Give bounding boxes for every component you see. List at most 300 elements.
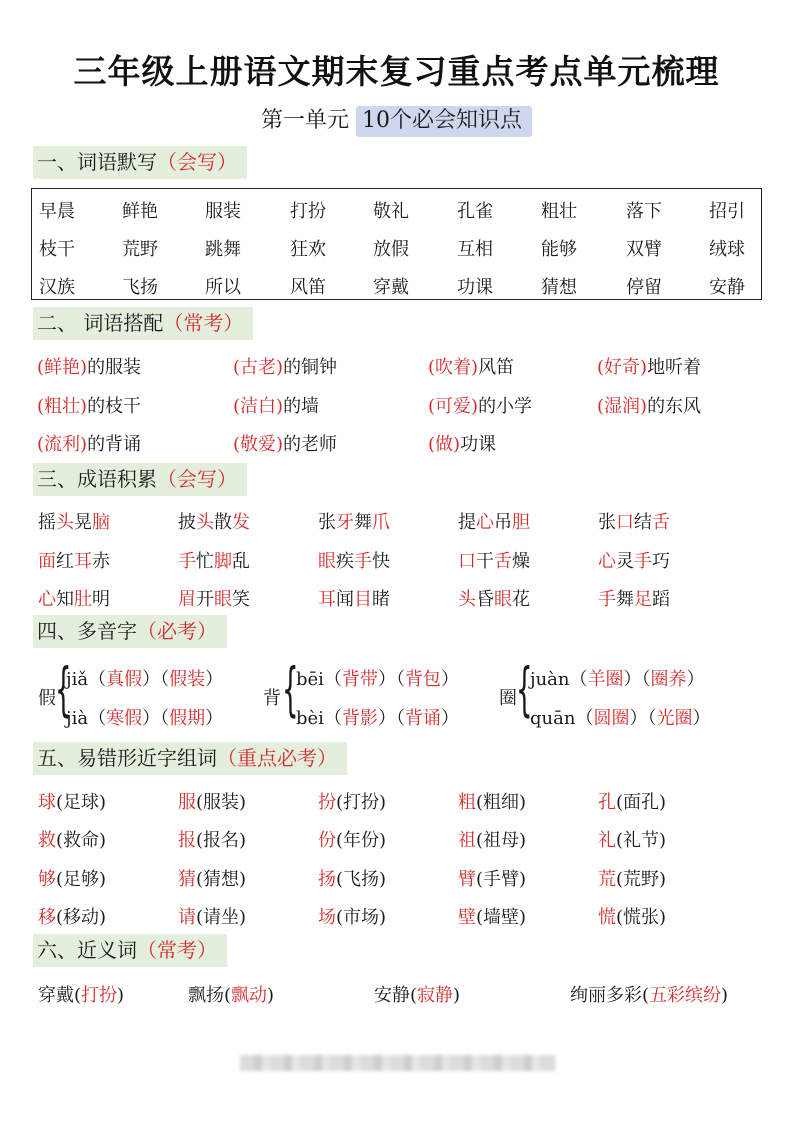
- idiom-char: 脚: [214, 551, 232, 572]
- collocation-item: [233, 353, 337, 379]
- target-char: 移: [38, 907, 56, 928]
- idiom-char: 发: [232, 512, 250, 533]
- example-word: 圆圈: [593, 708, 630, 729]
- similar-char-item: [598, 788, 666, 814]
- collocation-rest: 功课: [460, 434, 497, 455]
- idiom: [38, 508, 110, 534]
- idiom-char: 心: [476, 512, 494, 533]
- collocation-item: [37, 392, 141, 418]
- pinyin: juàn: [530, 669, 570, 690]
- section-header-5: 五、易错形近字组词（重点必考）: [33, 742, 347, 775]
- similar-char-item: [178, 826, 246, 852]
- example-word: (墙壁): [476, 907, 527, 928]
- collocation-rest: 的背诵: [87, 434, 142, 455]
- idiom-char: 爪: [372, 512, 390, 533]
- similar-char-item: [318, 788, 386, 814]
- idiom-char: 口: [616, 512, 634, 533]
- idiom-char: 胆: [512, 512, 530, 533]
- collocation-word: 洁白: [240, 396, 277, 417]
- collocation-rest: 的老师: [283, 434, 338, 455]
- polyphone-reading: [296, 704, 459, 730]
- idiom-char: 手: [354, 551, 372, 572]
- paren-close: ）: [440, 669, 459, 690]
- idiom-char: 舞: [354, 512, 372, 533]
- paren-open: （: [395, 708, 405, 729]
- paren-close: ）: [142, 669, 161, 690]
- paren-close: ）: [377, 708, 396, 729]
- example-word: 羊圈: [587, 669, 624, 690]
- pinyin: jiǎ: [66, 669, 89, 690]
- synonym-item: [374, 981, 460, 1007]
- paren-open: （: [160, 708, 170, 729]
- example-word: (救命): [56, 830, 107, 851]
- idiom-char: 披: [178, 512, 196, 533]
- paren-close: ）: [142, 708, 161, 729]
- paren-close: ）: [686, 669, 705, 690]
- target-char: 粗: [458, 792, 476, 813]
- open-paren: (: [642, 985, 650, 1006]
- subtitle: [0, 103, 793, 134]
- open-paren: (: [410, 985, 418, 1006]
- section-header-1: 一、词语默写（会写）: [33, 146, 247, 179]
- example-word: (服装): [196, 792, 247, 813]
- similar-char-item: [458, 826, 526, 852]
- collocation-item: [597, 392, 701, 418]
- collocation-rest: 风笛: [478, 357, 515, 378]
- target-char: 礼: [598, 830, 616, 851]
- idiom-char: 面: [38, 551, 56, 572]
- paren-open: （: [647, 708, 657, 729]
- collocation-item: [37, 430, 141, 456]
- idiom: [178, 508, 250, 534]
- paren-open: （: [88, 669, 107, 690]
- target-char: 扮: [318, 792, 336, 813]
- example-word: (足球): [56, 792, 107, 813]
- close-paren: ): [80, 357, 88, 378]
- similar-char-item: [598, 865, 666, 891]
- open-paren: (: [37, 357, 45, 378]
- word-cell: 飞扬: [122, 277, 158, 298]
- collocation-item: [428, 392, 532, 418]
- idiom-char: 耳: [318, 589, 336, 610]
- collocation-word: 吹着: [435, 357, 472, 378]
- word-cell: 荒野: [122, 239, 158, 260]
- paren-open: （: [641, 669, 651, 690]
- idiom-char: 心: [38, 589, 56, 610]
- target-char: 球: [38, 792, 56, 813]
- open-paren: (: [428, 396, 436, 417]
- unit-label: 第一单元: [260, 108, 349, 133]
- close-paren: ): [453, 434, 461, 455]
- polyphone-char: 假: [38, 688, 56, 709]
- open-paren: (: [428, 434, 436, 455]
- idiom-char: 花: [512, 589, 530, 610]
- example-word: (猜想): [196, 869, 247, 890]
- idiom-char: 眉: [178, 589, 196, 610]
- word: 安静: [374, 985, 410, 1006]
- target-char: 臂: [458, 869, 476, 890]
- word-cell: 跳舞: [205, 239, 241, 260]
- idiom: [598, 508, 670, 534]
- example-word: 真假: [106, 669, 143, 690]
- target-char: 场: [318, 907, 336, 928]
- example-word: (祖母): [476, 830, 527, 851]
- example-word: (打扮): [336, 792, 387, 813]
- synonym: 打扮: [81, 985, 118, 1006]
- collocation-item: [597, 353, 701, 379]
- paren-close: ）: [629, 708, 648, 729]
- paren-close: ）: [440, 708, 459, 729]
- brace-icon: {: [55, 655, 72, 723]
- brace-icon: {: [516, 655, 533, 723]
- idiom-char: 摇: [38, 512, 56, 533]
- close-paren: ): [471, 396, 479, 417]
- idiom-char: 口: [458, 551, 476, 572]
- word: 飘扬: [188, 985, 224, 1006]
- close-paren: ): [80, 396, 88, 417]
- synonym-item: [38, 981, 124, 1007]
- idiom-char: 明: [92, 589, 110, 610]
- idiom: [38, 585, 110, 611]
- collocation-item: [428, 353, 514, 379]
- synonym: 飘动: [231, 985, 268, 1006]
- example-word: (飞扬): [336, 869, 387, 890]
- idiom-char: 闻: [336, 589, 354, 610]
- close-paren: ): [640, 357, 648, 378]
- word-cell: 互相: [457, 239, 493, 260]
- example-word: 光圈: [656, 708, 693, 729]
- collocation-rest: 的小学: [478, 396, 533, 417]
- open-paren: (: [233, 357, 241, 378]
- idiom-char: 张: [318, 512, 336, 533]
- word-cell: 招引: [709, 201, 745, 222]
- word-cell: 双臂: [626, 239, 662, 260]
- pinyin: jià: [66, 708, 89, 729]
- similar-char-item: [178, 788, 246, 814]
- idiom-char: 眼: [214, 589, 232, 610]
- word: 绚丽多彩: [570, 985, 642, 1006]
- polyphone-char: 圈: [499, 688, 517, 709]
- page-title: 三年级上册语文期末复习重点考点单元梳理: [73, 52, 720, 91]
- idiom-char: 吊: [494, 512, 512, 533]
- similar-char-item: [458, 903, 526, 929]
- example-word: (慌张): [616, 907, 667, 928]
- section-header-6: 六、近义词（常考）: [33, 934, 227, 967]
- idiom-char: 巧: [652, 551, 670, 572]
- example-word: (礼节): [616, 830, 667, 851]
- idiom: [458, 585, 530, 611]
- target-char: 祖: [458, 830, 476, 851]
- word-cell: 狂欢: [290, 239, 326, 260]
- word-cell: 所以: [205, 277, 241, 298]
- polyphone-reading: [530, 704, 710, 730]
- example-word: 假期: [169, 708, 206, 729]
- section-header-2: 二、 词语搭配（常考）: [33, 307, 253, 340]
- similar-char-item: [598, 903, 666, 929]
- example-word: (请坐): [196, 907, 247, 928]
- idiom-char: 头: [56, 512, 74, 533]
- close-paren: ): [471, 357, 479, 378]
- open-paren: (: [597, 396, 605, 417]
- example-word: (荒野): [616, 869, 667, 890]
- polyphone-reading: [66, 665, 223, 691]
- similar-char-item: [38, 826, 106, 852]
- open-paren: (: [597, 357, 605, 378]
- idiom-char: 提: [458, 512, 476, 533]
- collocation-word: 粗壮: [44, 396, 81, 417]
- close-paren: ): [267, 985, 275, 1006]
- word-cell: 停留: [626, 277, 662, 298]
- example-word: 假装: [169, 669, 206, 690]
- idiom-char: 燥: [512, 551, 530, 572]
- idiom: [598, 585, 670, 611]
- idiom-char: 赤: [92, 551, 110, 572]
- idiom: [458, 547, 530, 573]
- idiom-char: 忙: [196, 551, 214, 572]
- idiom-char: 睹: [372, 589, 390, 610]
- idiom-char: 头: [196, 512, 214, 533]
- idiom-char: 散: [214, 512, 232, 533]
- similar-char-item: [318, 826, 386, 852]
- collocation-rest: 的服装: [87, 357, 142, 378]
- close-paren: ): [117, 985, 125, 1006]
- idiom-char: 乱: [232, 551, 250, 572]
- collocation-word: 流利: [44, 434, 81, 455]
- idiom-char: 肚: [74, 589, 92, 610]
- word-cell: 能够: [541, 239, 577, 260]
- word-cell: 落下: [626, 201, 662, 222]
- idiom-char: 知: [56, 589, 74, 610]
- collocation-word: 可爱: [435, 396, 472, 417]
- idiom-char: 手: [634, 551, 652, 572]
- paren-open: （: [575, 708, 594, 729]
- collocation-item: [428, 430, 496, 456]
- target-char: 服: [178, 792, 196, 813]
- similar-char-item: [598, 826, 666, 852]
- collocation-word: 做: [435, 434, 454, 455]
- example-word: (手臂): [476, 869, 527, 890]
- brace-icon: {: [282, 655, 299, 723]
- synonym: 寂静: [417, 985, 454, 1006]
- similar-char-item: [458, 788, 526, 814]
- close-paren: ): [276, 357, 284, 378]
- similar-char-item: [318, 903, 386, 929]
- idiom-char: 眼: [494, 589, 512, 610]
- example-word: 背带: [341, 669, 378, 690]
- idiom-char: 舞: [616, 589, 634, 610]
- target-char: 壁: [458, 907, 476, 928]
- target-char: 报: [178, 830, 196, 851]
- word-cell: 鲜艳: [122, 201, 158, 222]
- collocation-rest: 的墙: [283, 396, 320, 417]
- synonym-item: [570, 981, 728, 1007]
- word-cell: 敬礼: [373, 201, 409, 222]
- idiom: [318, 508, 390, 534]
- polyphone-reading: [530, 665, 705, 691]
- idiom: [38, 547, 110, 573]
- idiom-char: 张: [598, 512, 616, 533]
- idiom-char: 昏: [476, 589, 494, 610]
- close-paren: ): [453, 985, 461, 1006]
- idiom-char: 开: [196, 589, 214, 610]
- idiom: [178, 585, 250, 611]
- word-cell: 绒球: [709, 239, 745, 260]
- collocation-rest: 地听着: [647, 357, 702, 378]
- polyphone-char: 背: [263, 688, 281, 709]
- idiom-char: 目: [354, 589, 372, 610]
- idiom-char: 舌: [652, 512, 670, 533]
- target-char: 救: [38, 830, 56, 851]
- page-cutoff: [0, 1020, 793, 1034]
- idiom-char: 灵: [616, 551, 634, 572]
- word-cell: 孔雀: [457, 201, 493, 222]
- pinyin: bēi: [296, 669, 324, 690]
- paren-close: ）: [623, 669, 642, 690]
- collocation-item: [233, 430, 337, 456]
- idiom-char: 眼: [318, 551, 336, 572]
- word-cell: 粗壮: [541, 201, 577, 222]
- collocation-rest: 的铜钟: [283, 357, 338, 378]
- idiom-char: 手: [178, 551, 196, 572]
- word: 穿戴: [38, 985, 74, 1006]
- close-paren: ): [276, 434, 284, 455]
- target-char: 份: [318, 830, 336, 851]
- paren-open: （: [395, 669, 405, 690]
- pinyin: bèi: [296, 708, 324, 729]
- similar-char-item: [38, 903, 106, 929]
- example-word: 背包: [404, 669, 441, 690]
- example-word: 背诵: [404, 708, 441, 729]
- open-paren: (: [37, 396, 45, 417]
- paren-open: （: [88, 708, 107, 729]
- idiom-char: 红: [56, 551, 74, 572]
- paren-open: （: [323, 708, 342, 729]
- idiom-char: 干: [476, 551, 494, 572]
- example-word: (面孔): [616, 792, 667, 813]
- idiom-char: 晃: [74, 512, 92, 533]
- idiom-char: 快: [372, 551, 390, 572]
- section-header-3: 三、成语积累（会写）: [33, 463, 247, 496]
- paren-open: （: [160, 669, 170, 690]
- word-cell: 穿戴: [373, 277, 409, 298]
- pinyin: quān: [530, 708, 576, 729]
- similar-char-item: [178, 903, 246, 929]
- word-cell: 汉族: [39, 277, 75, 298]
- close-paren: ): [276, 396, 284, 417]
- open-paren: (: [233, 396, 241, 417]
- polyphone-reading: [296, 665, 459, 691]
- idiom-char: 手: [598, 589, 616, 610]
- word-cell: 服装: [205, 201, 241, 222]
- word-cell: 早晨: [39, 201, 75, 222]
- blurred-watermark: [240, 1055, 555, 1071]
- idiom-char: 心: [598, 551, 616, 572]
- similar-char-item: [178, 865, 246, 891]
- example-word: 圈养: [650, 669, 687, 690]
- similar-char-item: [38, 788, 106, 814]
- open-paren: (: [224, 985, 232, 1006]
- example-word: 寒假: [106, 708, 143, 729]
- collocation-rest: 的枝干: [87, 396, 142, 417]
- close-paren: ): [721, 985, 729, 1006]
- word-cell: 风笛: [290, 277, 326, 298]
- idiom-char: 牙: [336, 512, 354, 533]
- target-char: 够: [38, 869, 56, 890]
- example-word: 背影: [341, 708, 378, 729]
- section-header-4: 四、多音字（必考）: [33, 615, 227, 648]
- collocation-word: 敬爱: [240, 434, 277, 455]
- example-word: (年份): [336, 830, 387, 851]
- open-paren: (: [233, 434, 241, 455]
- synonym: 五彩缤纷: [649, 985, 722, 1006]
- example-word: (足够): [56, 869, 107, 890]
- word-cell: 猜想: [541, 277, 577, 298]
- collocation-word: 好奇: [604, 357, 641, 378]
- open-paren: (: [428, 357, 436, 378]
- example-word: (移动): [56, 907, 107, 928]
- idiom-char: 结: [634, 512, 652, 533]
- idiom-char: 耳: [74, 551, 92, 572]
- open-paren: (: [74, 985, 82, 1006]
- word-cell: 打扮: [290, 201, 326, 222]
- example-word: (报名): [196, 830, 247, 851]
- idiom-char: 脑: [92, 512, 110, 533]
- collocation-item: [37, 353, 141, 379]
- idiom-char: 疾: [336, 551, 354, 572]
- collocation-item: [233, 392, 319, 418]
- target-char: 慌: [598, 907, 616, 928]
- collocation-rest: 的东风: [647, 396, 702, 417]
- word-cell: 安静: [709, 277, 745, 298]
- target-char: 扬: [318, 869, 336, 890]
- word-cell: 枝干: [39, 239, 75, 260]
- paren-close: ）: [377, 669, 396, 690]
- similar-char-item: [318, 865, 386, 891]
- close-paren: ): [80, 434, 88, 455]
- synonym-item: [188, 981, 274, 1007]
- paren-open: （: [569, 669, 588, 690]
- paren-close: ）: [692, 708, 711, 729]
- idiom: [318, 547, 390, 573]
- idiom-char: 足: [634, 589, 652, 610]
- collocation-word: 湿润: [604, 396, 641, 417]
- idiom-char: 头: [458, 589, 476, 610]
- open-paren: (: [37, 434, 45, 455]
- idiom: [598, 547, 670, 573]
- target-char: 请: [178, 907, 196, 928]
- similar-char-item: [458, 865, 526, 891]
- example-word: (市场): [336, 907, 387, 928]
- example-word: (粗细): [476, 792, 527, 813]
- paren-close: ）: [205, 708, 224, 729]
- collocation-word: 鲜艳: [44, 357, 81, 378]
- idiom-char: 舌: [494, 551, 512, 572]
- idiom-char: 笑: [232, 589, 250, 610]
- idiom: [318, 585, 390, 611]
- paren-close: ）: [205, 669, 224, 690]
- polyphone-reading: [66, 704, 223, 730]
- target-char: 猜: [178, 869, 196, 890]
- idiom: [178, 547, 250, 573]
- word-cell: 功课: [457, 277, 493, 298]
- word-cell: 放假: [373, 239, 409, 260]
- target-char: 荒: [598, 869, 616, 890]
- target-char: 孔: [598, 792, 616, 813]
- idiom: [458, 508, 530, 534]
- similar-char-item: [38, 865, 106, 891]
- idiom-char: 蹈: [652, 589, 670, 610]
- highlight-label: 10个必会知识点: [356, 106, 532, 137]
